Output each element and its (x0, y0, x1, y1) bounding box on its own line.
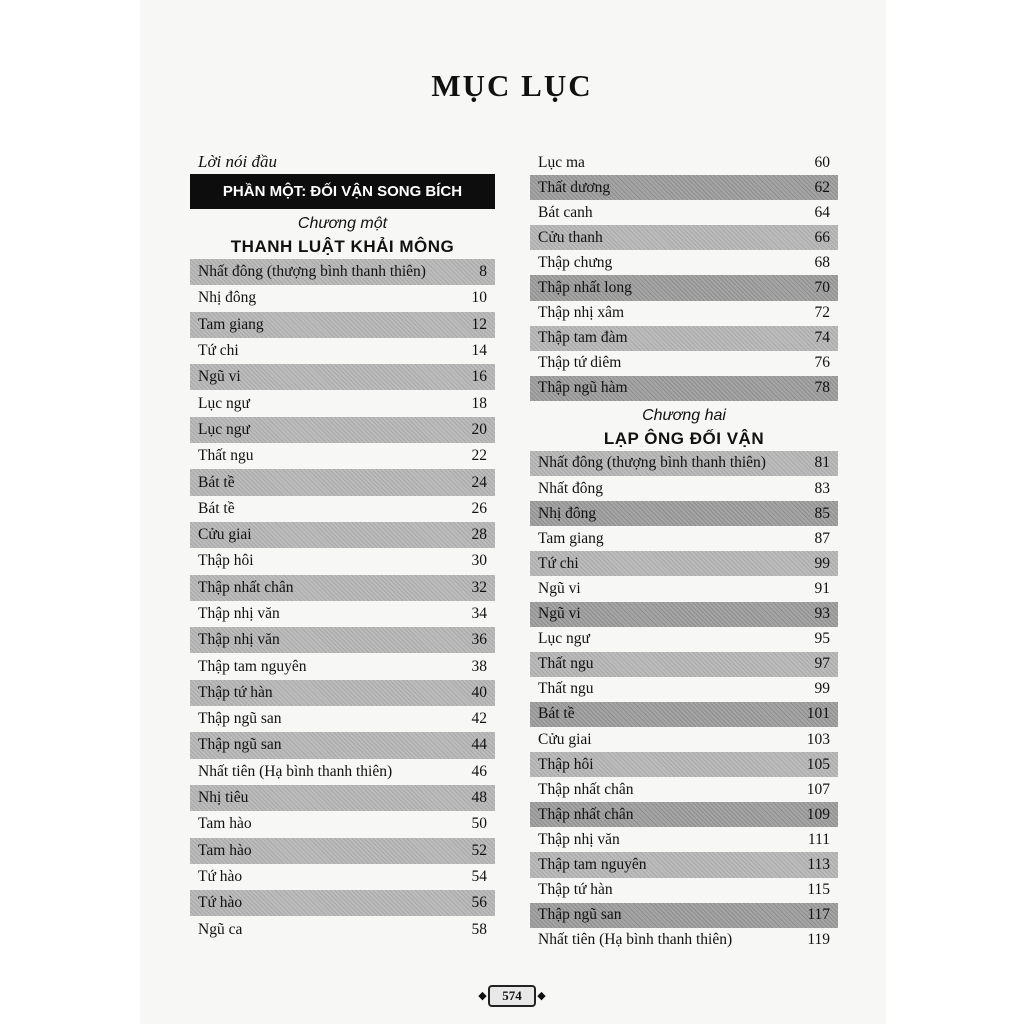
toc-entry-page: 117 (807, 906, 830, 924)
toc-entry-title: Nhị đông (198, 289, 257, 307)
toc-entry (190, 443, 495, 469)
toc-entry-title: Bát tề (198, 499, 235, 517)
toc-entry-title: Thất ngu (538, 680, 594, 698)
toc-entry-title: Thập nhị văn (198, 605, 280, 622)
toc-entry-page: 8 (479, 263, 487, 281)
toc-entry-title: Lục ngư (198, 420, 250, 438)
toc-entry (530, 351, 838, 376)
toc-entry-page: 24 (471, 473, 487, 491)
toc-entry-page: 72 (814, 304, 830, 322)
toc-entry-title: Thất ngu (198, 447, 254, 465)
toc-entry (190, 338, 495, 364)
toc-entry (530, 727, 838, 752)
toc-entry (190, 916, 495, 942)
toc-entry (190, 469, 495, 495)
toc-entry-title: Tứ hào (198, 867, 243, 885)
toc-entry-title: Nhị tiêu (198, 789, 249, 807)
toc-entry (190, 364, 495, 390)
toc-entry-title: Thập tứ hàn (198, 683, 273, 701)
toc-entry-page: 81 (814, 454, 830, 472)
chapter-one-entries-continued (530, 150, 838, 401)
toc-entry-title: Lục ngư (538, 630, 590, 648)
toc-entry-title: Bát canh (538, 203, 593, 221)
toc-entry (530, 627, 838, 652)
toc-entry (190, 522, 495, 548)
toc-entry-page: 60 (814, 153, 830, 171)
toc-entry (190, 390, 495, 416)
toc-entry-page: 107 (806, 780, 830, 798)
toc-entry (190, 312, 495, 338)
toc-entry-title: Tam hào (198, 841, 252, 859)
toc-entry-title: Ngũ ca (198, 920, 243, 938)
toc-entry-title: Cửu thanh (538, 228, 603, 246)
toc-entry-page: 50 (471, 815, 487, 833)
toc-left-column (190, 150, 495, 943)
toc-entry-title: Tứ hào (198, 894, 243, 912)
toc-entry (530, 225, 838, 250)
toc-entry (530, 777, 838, 802)
toc-entry-page: 14 (471, 342, 487, 360)
toc-entry (190, 785, 495, 811)
toc-entry-page: 78 (814, 379, 830, 397)
toc-entry-title: Bát tề (198, 473, 235, 491)
toc-entry (190, 838, 495, 864)
toc-entry-page: 113 (807, 855, 830, 873)
toc-entry (190, 575, 495, 601)
toc-entry (190, 259, 495, 285)
toc-entry-page: 99 (814, 680, 830, 698)
toc-entry-page: 99 (814, 554, 830, 572)
toc-entry-title: Nhất đông (thượng bình thanh thiên) (198, 263, 426, 281)
chapter-two-title: LẠP ÔNG ĐỐI VẬN (603, 428, 765, 448)
toc-entry-title: Nhất tiên (Hạ bình thanh thiên) (538, 931, 733, 949)
chapter-one-entries (190, 259, 495, 943)
toc-entry-title: Thập chưng (538, 253, 613, 271)
toc-entry-title: Tam giang (538, 529, 604, 547)
toc-entry (530, 376, 838, 401)
toc-entry (530, 551, 838, 576)
toc-entry-page: 22 (471, 447, 487, 465)
toc-entry-page: 28 (471, 526, 487, 544)
toc-entry-page: 105 (806, 755, 830, 773)
toc-entry-title: Thập nhất chân (538, 780, 634, 798)
toc-entry-page: 95 (814, 630, 830, 648)
page-number: ◆ 574 ◆ (488, 985, 536, 1007)
toc-entry-title: Thập ngũ san (538, 906, 622, 924)
toc-entry-page: 97 (814, 655, 830, 673)
toc-entry (530, 802, 838, 827)
toc-entry-title: Thập nhất chân (198, 578, 294, 596)
toc-entry-page: 68 (814, 253, 830, 271)
toc-entry-page: 103 (806, 730, 830, 748)
toc-entry-title: Lục ma (538, 153, 585, 171)
toc-entry-title: Thập tam đàm (538, 329, 628, 347)
toc-entry (530, 827, 838, 852)
toc-entry-page: 58 (471, 920, 487, 938)
preface-entry: Lời nói đầu (198, 152, 277, 171)
page-footer (0, 985, 1024, 1007)
toc-entry (190, 864, 495, 890)
toc-entry-title: Thập ngũ san (198, 710, 282, 728)
toc-entry-title: Thập tam nguyên (198, 657, 307, 675)
toc-entry-page: 64 (814, 203, 830, 221)
toc-entry-page: 91 (814, 579, 830, 597)
toc-entry-page: 34 (471, 605, 487, 622)
chapter-two-label: Chương hai (642, 406, 726, 424)
toc-entry (190, 627, 495, 653)
toc-entry-title: Tam giang (198, 315, 264, 333)
toc-entry-title: Thập hôi (538, 755, 594, 773)
toc-entry (190, 285, 495, 311)
toc-entry-title: Ngũ vi (538, 579, 581, 597)
toc-entry-title: Lục ngư (198, 394, 250, 412)
toc-entry-page: 48 (471, 789, 487, 807)
toc-entry (530, 326, 838, 351)
toc-entry-title: Thập nhị xâm (538, 304, 625, 322)
toc-entry (530, 652, 838, 677)
toc-entry-title: Nhất đông (thượng bình thanh thiên) (538, 454, 766, 472)
toc-entry-title: Thất ngu (538, 655, 594, 673)
toc-entry-page: 46 (471, 762, 487, 780)
toc-entry-page: 52 (471, 841, 487, 859)
toc-entry (190, 759, 495, 785)
toc-entry (190, 811, 495, 837)
chapter-one-title: THANH LUẬT KHẢI MÔNG (230, 237, 455, 256)
toc-entry-page: 66 (814, 228, 830, 246)
toc-entry (530, 878, 838, 903)
chapter-one-label: Chương một (297, 215, 388, 232)
toc-entry-page: 18 (471, 394, 487, 412)
toc-entry-page: 42 (471, 710, 487, 728)
toc-entry-page: 101 (806, 705, 830, 723)
toc-entry-page: 30 (471, 552, 487, 570)
toc-entry-page: 10 (471, 289, 487, 307)
toc-entry (190, 548, 495, 574)
toc-entry (530, 501, 838, 526)
toc-entry (530, 852, 838, 877)
toc-entry-page: 83 (814, 479, 830, 497)
toc-entry-page: 54 (471, 867, 487, 885)
toc-entry-title: Thập ngũ hàm (538, 379, 628, 397)
toc-entry (190, 496, 495, 522)
part-one-banner: PHẦN MỘT: ĐỐI VẬN SONG BÍCH (190, 174, 495, 209)
toc-entry-page: 109 (806, 805, 830, 823)
toc-entry-page: 74 (814, 329, 830, 347)
toc-entry (190, 890, 495, 916)
toc-entry-title: Bát tề (538, 705, 575, 723)
toc-entry-page: 36 (471, 631, 487, 649)
toc-entry-title: Ngũ vi (538, 605, 581, 623)
toc-entry-page: 76 (814, 354, 830, 372)
toc-entry (530, 526, 838, 551)
toc-entry-page: 62 (814, 178, 830, 196)
toc-entry-page: 26 (471, 499, 487, 517)
toc-entry (530, 576, 838, 601)
toc-entry (530, 476, 838, 501)
toc-entry-page: 93 (814, 605, 830, 623)
toc-entry (530, 175, 838, 200)
toc-entry (190, 706, 495, 732)
toc-entry-title: Thập nhất chân (538, 805, 634, 823)
toc-entry-title: Thập nhất long (538, 279, 632, 297)
toc-entry-page: 115 (807, 881, 830, 899)
toc-entry-title: Nhị đông (538, 504, 597, 522)
toc-entry (530, 903, 838, 928)
toc-entry-page: 87 (814, 529, 830, 547)
toc-entry-title: Thập ngũ san (198, 736, 282, 754)
toc-entry-page: 119 (807, 931, 830, 949)
toc-entry (530, 677, 838, 702)
toc-entry (530, 928, 838, 953)
toc-entry-page: 56 (471, 894, 487, 912)
toc-entry (530, 752, 838, 777)
toc-entry (530, 275, 838, 300)
toc-entry-title: Cửu giai (538, 730, 592, 748)
toc-entry-title: Cửu giai (198, 526, 252, 544)
toc-entry-title: Thất dương (538, 178, 611, 196)
toc-entry (530, 301, 838, 326)
toc-entry (190, 653, 495, 679)
toc-entry-title: Nhất đông (538, 479, 604, 497)
toc-entry (530, 150, 838, 175)
page-margin (886, 0, 1024, 1024)
toc-entry-page: 32 (471, 578, 487, 596)
toc-entry-page: 20 (471, 420, 487, 438)
toc-entry (190, 680, 495, 706)
toc-entry-title: Thập tứ hàn (538, 881, 613, 899)
toc-entry-title: Tứ chi (538, 554, 579, 572)
toc-entry-page: 70 (814, 279, 830, 297)
toc-entry (190, 732, 495, 758)
toc-entry-title: Ngũ vi (198, 368, 241, 386)
toc-entry (190, 417, 495, 443)
toc-right-column (530, 150, 838, 953)
toc-entry-title: Tam hào (198, 815, 252, 833)
toc-entry-page: 40 (471, 683, 487, 701)
toc-entry-title: Thập tam nguyên (538, 855, 647, 873)
toc-entry-page: 44 (471, 736, 487, 754)
chapter-two-entries (530, 451, 838, 953)
toc-entry-title: Tứ chi (198, 342, 239, 360)
toc-entry-title: Nhất tiên (Hạ bình thanh thiên) (198, 762, 393, 780)
toc-entry-title: Thập hôi (198, 552, 254, 570)
toc-entry-page: 38 (471, 657, 487, 675)
toc-entry-page: 111 (807, 830, 830, 848)
toc-entry-page: 16 (471, 368, 487, 386)
toc-entry (530, 702, 838, 727)
toc-entry (530, 250, 838, 275)
toc-entry (530, 602, 838, 627)
toc-entry-title: Thập tứ diêm (538, 354, 622, 372)
toc-entry (190, 601, 495, 627)
toc-entry-title: Thập nhị văn (198, 631, 280, 649)
toc-entry (530, 200, 838, 225)
toc-entry-title: Thập nhị văn (538, 830, 620, 848)
toc-entry (530, 451, 838, 476)
toc-entry-page: 12 (471, 315, 487, 333)
toc-entry-page: 85 (814, 504, 830, 522)
page-title: MỤC LỤC (431, 68, 593, 103)
